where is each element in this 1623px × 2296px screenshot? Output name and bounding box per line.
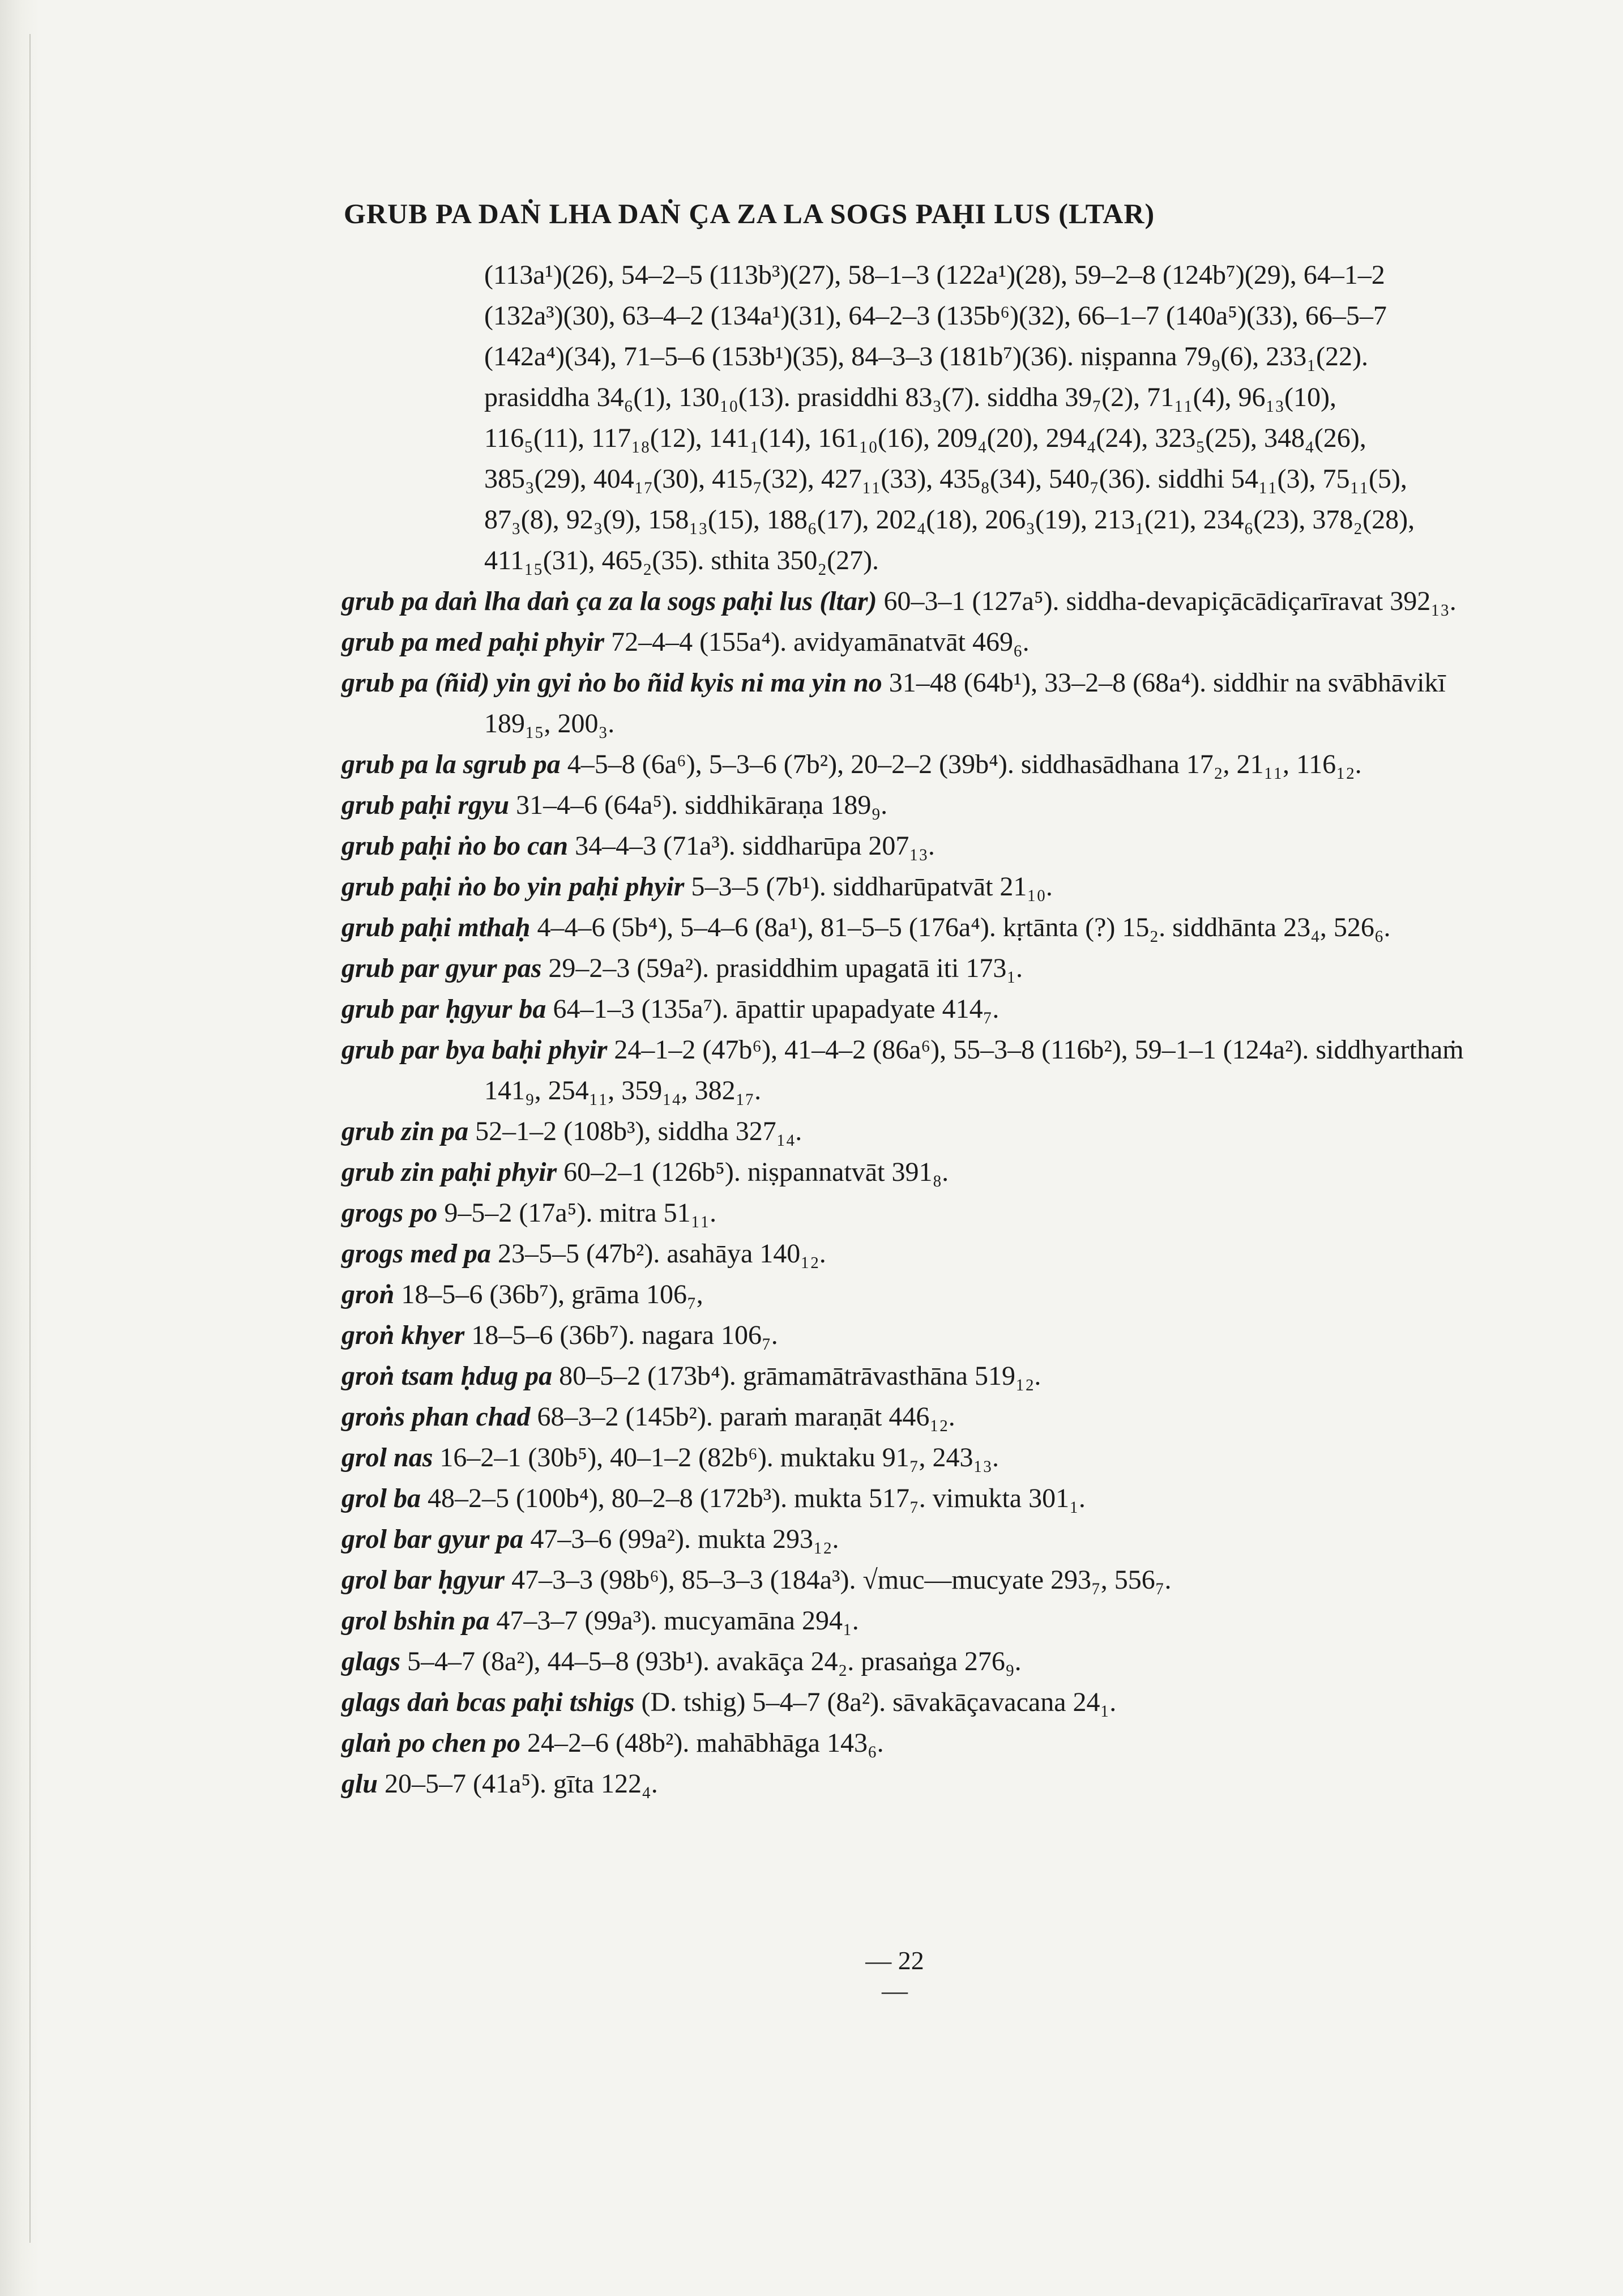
dictionary-entry	[341, 1437, 1474, 1478]
entry-text: 80–5–2 (173b⁴). grāmamātrāvasthāna 519₁₂.	[559, 1361, 1041, 1391]
dictionary-entry	[341, 867, 1474, 907]
dictionary-entry	[341, 1397, 1474, 1437]
entry-headword: groṅ	[341, 1279, 395, 1309]
dictionary-entry	[341, 907, 1474, 948]
page-header: GRUB PA DAṄ LHA DAṄ ÇA ZA LA SOGS PAḤI LUS (LTAR)	[344, 198, 1155, 229]
continuation-line: 411₁₅(31), 465₂(35). sthita 350₂(27).	[484, 545, 879, 575]
entry-headword: grol bar ḥgyur	[341, 1565, 505, 1595]
dictionary-entry	[341, 622, 1474, 663]
dictionary-entry	[341, 1315, 1474, 1356]
dictionary-entry	[341, 1519, 1474, 1560]
page-number: — 22 —	[865, 1946, 924, 2005]
dictionary-entry	[341, 785, 1474, 826]
dictionary-entry	[341, 826, 1474, 867]
entry-headword: grub paḥi mthaḥ	[341, 912, 531, 942]
scan-edge-shadow	[0, 0, 40, 2296]
entry-headword: groṅ khyer	[341, 1320, 465, 1350]
entry-text: 31–48 (64b¹), 33–2–8 (68a⁴). siddhir na svābhāvikī 189₁₅, 200₃.	[484, 668, 1446, 739]
entry-text: 18–5–6 (36b⁷), grāma 106₇,	[401, 1279, 703, 1309]
entry-headword: grub paḥi ṅo bo can	[341, 831, 569, 861]
dictionary-entry	[341, 1478, 1474, 1519]
entry-headword: grub zin paḥi phyir	[341, 1157, 557, 1187]
entry-text: 29–2–3 (59a²). prasiddhim upagatā iti 173₁.	[548, 953, 1023, 983]
entry-headword: grub zin pa	[341, 1116, 469, 1146]
dictionary-entry	[341, 1764, 1474, 1804]
entry-headword: grol bar gyur pa	[341, 1524, 524, 1554]
entry-text: 4–5–8 (6a⁶), 5–3–6 (7b²), 20–2–2 (39b⁴). siddhasādhana 17₂, 21₁₁, 116₁₂.	[567, 749, 1362, 779]
entry-headword: grub par gyur pas	[341, 953, 542, 983]
entry-text: 34–4–3 (71a³). siddharūpa 207₁₃.	[575, 831, 935, 861]
entry-headword: grogs po	[341, 1198, 438, 1228]
dictionary-entry	[341, 948, 1474, 989]
entry-headword: grub paḥi rgyu	[341, 790, 510, 820]
entry-text: 72–4–4 (155a⁴). avidyamānatvāt 469₆.	[611, 627, 1030, 657]
entry-headword: glags	[341, 1646, 401, 1676]
entry-text: 18–5–6 (36b⁷). nagara 106₇.	[471, 1320, 778, 1350]
dictionary-entry	[341, 744, 1474, 785]
dictionary-entry	[341, 1234, 1474, 1274]
dictionary-entry	[341, 581, 1474, 622]
entry-text: 68–3–2 (145b²). paraṁ maraṇāt 446₁₂.	[537, 1402, 955, 1432]
dictionary-entry	[341, 1030, 1474, 1111]
entry-text: 4–4–6 (5b⁴), 5–4–6 (8a¹), 81–5–5 (176a⁴). kṛtānta (?) 15₂. siddhānta 23₄, 526₆.	[537, 912, 1391, 942]
continuation-line: prasiddha 34₆(1), 130₁₀(13). prasiddhi 83₃(7). siddha 39₇(2), 71₁₁(4), 96₁₃(10),	[484, 382, 1336, 412]
entry-headword: groṅ tsam ḥdug pa	[341, 1361, 553, 1391]
entry-text: 60–2–1 (126b⁵). niṣpannatvāt 391₈.	[563, 1157, 949, 1187]
entry-headword: grub paḥi ṅo bo yin paḥi phyir	[341, 872, 685, 902]
entry-headword: grub pa daṅ lha daṅ ça za la sogs paḥi lus (ltar)	[341, 586, 877, 616]
dictionary-entry	[341, 1356, 1474, 1397]
entry-headword: grol ba	[341, 1483, 421, 1513]
continuation-line: 87₃(8), 92₃(9), 158₁₃(15), 188₆(17), 202₄(18), 206₃(19), 213₁(21), 234₆(23), 378₂(28),	[484, 505, 1415, 535]
entry-headword: grub pa (ñid) yin gyi ṅo bo ñid kyis ni ma yin no	[341, 668, 882, 698]
entry-text: 5–3–5 (7b¹). siddharūpatvāt 21₁₀.	[691, 872, 1053, 902]
entry-text: 5–4–7 (8a²), 44–5–8 (93b¹). avakāça 24₂. prasaṅga 276₉.	[407, 1646, 1022, 1676]
dictionary-entry	[341, 1111, 1474, 1152]
entry-headword: grub pa la sgrub pa	[341, 749, 561, 779]
entry-text: 64–1–3 (135a⁷). āpattir upapadyate 414₇.	[553, 994, 1000, 1024]
continuation-line: (142a⁴)(34), 71–5–6 (153b¹)(35), 84–3–3 (181b⁷)(36). niṣpanna 79₉(6), 233₁(22).	[484, 342, 1369, 372]
entry-text: 24–1–2 (47b⁶), 41–4–2 (86a⁶), 55–3–8 (116b²), 59–1–1 (124a²). siddhyarthaṁ 141₉, 254₁₁, 359₁₄, 382₁₇.	[484, 1035, 1464, 1106]
entry-text: 23–5–5 (47b²). asahāya 140₁₂.	[498, 1239, 826, 1269]
entry-text: 60–3–1 (127a⁵). siddha-devapiçācādiçarīravat 392₁₃.	[883, 586, 1457, 616]
dictionary-entry	[341, 1193, 1474, 1234]
entry-headword: grub pa med paḥi phyir	[341, 627, 605, 657]
entry-text: 31–4–6 (64a⁵). siddhikāraṇa 189₉.	[516, 790, 888, 820]
dictionary-entry	[341, 1152, 1474, 1193]
dictionary-entry	[341, 1682, 1474, 1723]
continuation-line: 385₃(29), 404₁₇(30), 415₇(32), 427₁₁(33), 435₈(34), 540₇(36). siddhi 54₁₁(3), 75₁₁(5),	[484, 464, 1407, 494]
entry-headword: glu	[341, 1769, 378, 1799]
dictionary-entry	[341, 1601, 1474, 1641]
entry-headword: grol nas	[341, 1443, 433, 1473]
dictionary-entry	[341, 1274, 1474, 1315]
entry-list	[341, 255, 1474, 1804]
entry-headword: grogs med pa	[341, 1239, 491, 1269]
entry-text: 48–2–5 (100b⁴), 80–2–8 (172b³). mukta 517₇. vimukta 301₁.	[428, 1483, 1086, 1513]
scan-binding-line	[29, 34, 31, 2243]
continuation-line: (113a¹)(26), 54–2–5 (113b³)(27), 58–1–3 (122a¹)(28), 59–2–8 (124b⁷)(29), 64–1–2	[484, 260, 1385, 290]
entry-headword: glags daṅ bcas paḥi tshigs	[341, 1687, 635, 1717]
entry-text: 52–1–2 (108b³), siddha 327₁₄.	[475, 1116, 802, 1146]
entry-text: 47–3–3 (98b⁶), 85–3–3 (184a³). √muc—mucyate 293₇, 556₇.	[511, 1565, 1172, 1595]
entry-headword: grol bshin pa	[341, 1606, 490, 1636]
continuation-line: (132a³)(30), 63–4–2 (134a¹)(31), 64–2–3 (135b⁶)(32), 66–1–7 (140a⁵)(33), 66–5–7	[484, 301, 1387, 331]
dictionary-entry	[341, 1641, 1474, 1682]
dictionary-entry	[341, 989, 1474, 1030]
entry-text: 24–2–6 (48b²). mahābhāga 143₆.	[527, 1728, 884, 1758]
continuation-line: 116₅(11), 117₁₈(12), 141₁(14), 161₁₀(16), 209₄(20), 294₄(24), 323₅(25), 348₄(26),	[484, 423, 1366, 453]
entry-headword: groṅs phan chad	[341, 1402, 531, 1432]
entry-headword: grub par ḥgyur ba	[341, 994, 546, 1024]
entry-text: 9–5–2 (17a⁵). mitra 51₁₁.	[444, 1198, 717, 1228]
entry-text: 47–3–6 (99a²). mukta 293₁₂.	[530, 1524, 839, 1554]
entry-text: (D. tshig) 5–4–7 (8a²). sāvakāçavacana 24₁.	[641, 1687, 1117, 1717]
entry-text: 16–2–1 (30b⁵), 40–1–2 (82b⁶). muktaku 91₇, 243₁₃.	[439, 1443, 999, 1473]
entry-text: 47–3–7 (99a³). mucyamāna 294₁.	[496, 1606, 859, 1636]
dictionary-entry	[341, 1560, 1474, 1601]
entry-headword: grub par bya baḥi phyir	[341, 1035, 608, 1065]
dictionary-entry	[341, 663, 1474, 744]
entry-text: 20–5–7 (41a⁵). gīta 122₄.	[385, 1769, 658, 1799]
dictionary-entry	[341, 1723, 1474, 1764]
entry-headword: glaṅ po chen po	[341, 1728, 521, 1758]
